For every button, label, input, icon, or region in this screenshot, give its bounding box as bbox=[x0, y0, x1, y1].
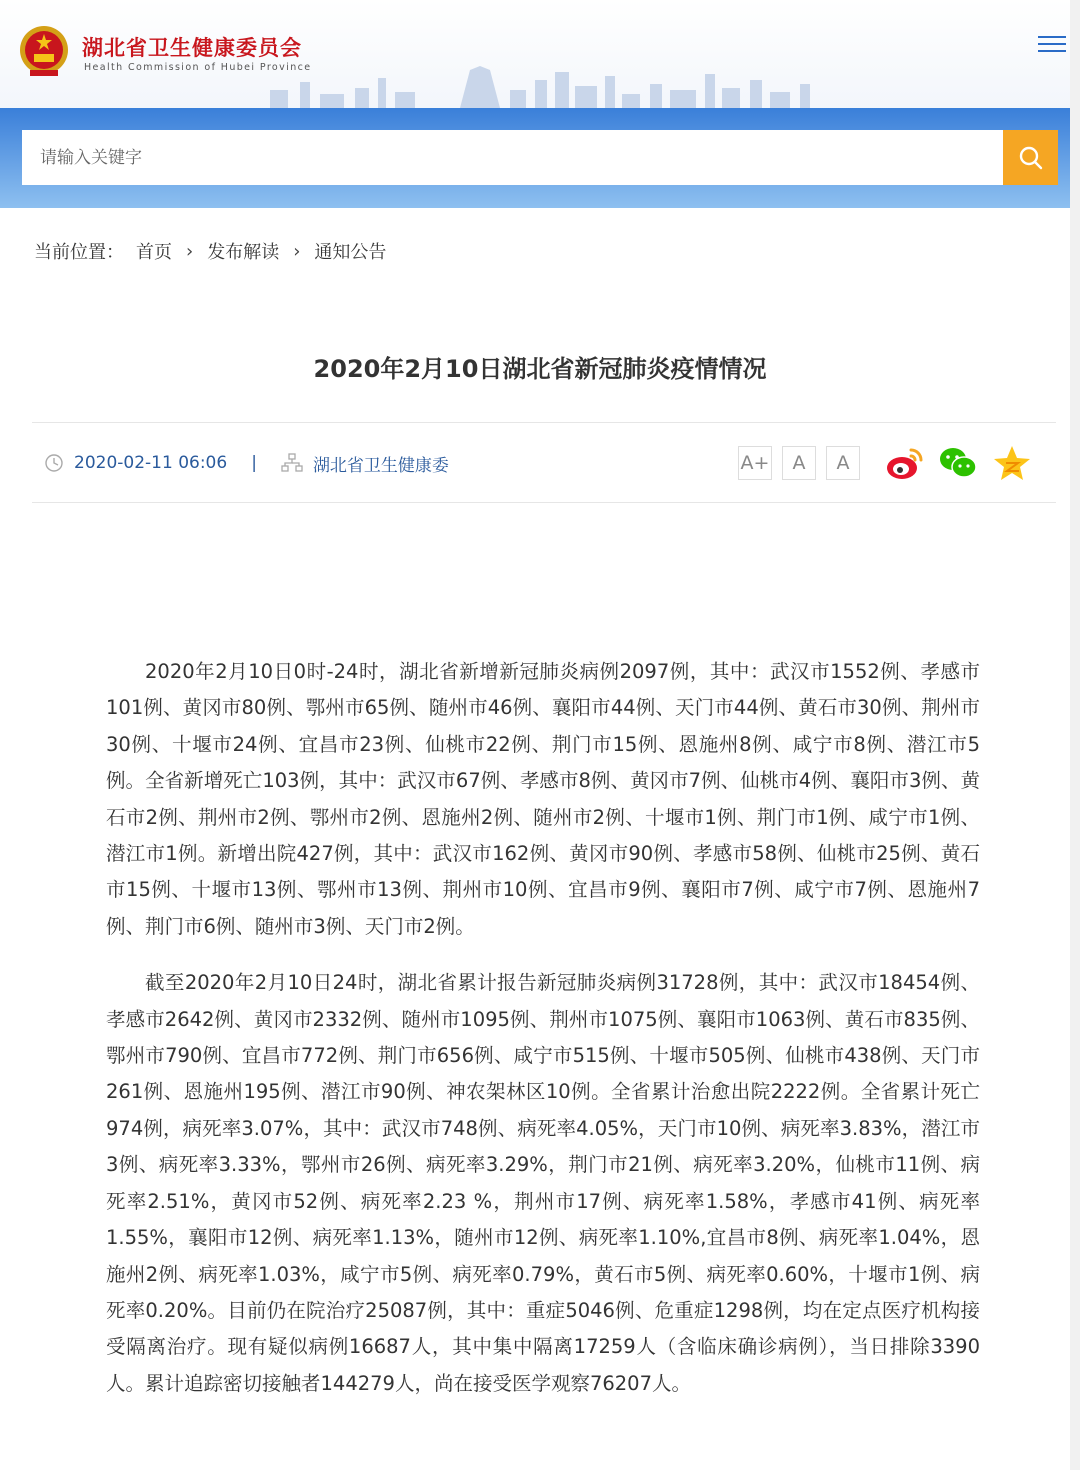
font-size-large-button[interactable]: A+ bbox=[738, 446, 772, 480]
breadcrumb-label: 当前位置： bbox=[34, 242, 124, 263]
article-paragraph: 截至2020年2月10日24时，湖北省累计报告新冠肺炎病例31728例，其中：武汉市18454例、孝感市2642例、黄冈市2332例、随州市1095例、荆州市1075例、襄阳市1063例、黄石市835例、鄂州市790例、宜昌市772例、荆门市656例、咸宁市515例、十堰市505例、仙桃市438例、天门市261例、恩施州195例、潜江市90例、神农架林区10例。全省累计治愈出院2222例。全省累计死亡974例，病死率3.07%，其中：武汉市748例、病死率4.05%，天门市10例、病死率3.83%，潜江市3例、病死率3.33%，鄂州市26例、病死率3.29%，荆门市21例、病死率3.20%，仙桃市11例、病死率2.51%，黄冈市52例、病死率2.23 %，荆州市17例、病死率1.58%，孝感市41例、病死率1.55%，襄阳市12例、病死率1.13%，随州市12例、病死率1.10%,宜昌市8例、病死率1.04%，恩施州2例、病死率1.03%，咸宁市5例、病死率0.79%，黄石市5例、病死率0.60%，十堰市1例、病死率0.20%。目前仍在院治疗25087例，其中：重症5046例、危重症1298例，均在定点医疗机构接受隔离治疗。现有疑似病例16687人，其中集中隔离17259人（含临床确诊病例），当日排除3390人。累计追踪密切接触者144279人，尚在接受医学观察76207人。 bbox=[106, 971, 980, 1395]
breadcrumb-release[interactable]: 发布解读 bbox=[207, 242, 280, 263]
meta-separator: | bbox=[251, 453, 257, 473]
site-header bbox=[0, 0, 1080, 108]
font-size-small-button[interactable]: A bbox=[826, 446, 860, 480]
search-icon bbox=[1018, 145, 1044, 171]
national-emblem-icon bbox=[18, 24, 70, 80]
article-source: 湖北省卫生健康委 bbox=[312, 455, 449, 476]
weibo-icon[interactable] bbox=[884, 444, 924, 482]
article-paragraph: 2020年2月10日0时-24时，湖北省新增新冠肺炎病例2097例，其中：武汉市1552例、孝感市101例、黄冈市80例、鄂州市65例、随州市46例、襄阳市44例、天门市44例、黄石市30例、荆州市30例、十堰市24例、宜昌市23例、仙桃市22例、荆门市15例、恩施州8例、咸宁市8例、潜江市5例。全省新增死亡103例，其中：武汉市67例、孝感市8例、黄冈市7例、仙桃市4例、襄阳市3例、黄石市2例、荆州市2例、鄂州市2例、恩施州2例、随州市2例、十堰市1例、荆门市1例、咸宁市1例、潜江市1例。新增出院427例，其中：武汉市162例、黄冈市90例、孝感市58例、仙桃市25例、黄石市15例、十堰市13例、鄂州市13例、荆州市10例、宜昌市9例、襄阳市7例、咸宁市7例、恩施州7例、荆门市6例、随州市3例、天门市2例。 bbox=[106, 660, 980, 938]
article-body bbox=[106, 654, 980, 1402]
wechat-icon[interactable] bbox=[938, 444, 978, 482]
scrollbar[interactable] bbox=[1070, 0, 1080, 1470]
search-button[interactable] bbox=[1003, 130, 1058, 185]
hamburger-menu-icon[interactable] bbox=[1038, 36, 1066, 60]
breadcrumb-separator: › bbox=[186, 240, 194, 262]
font-size-medium-button[interactable]: A bbox=[782, 446, 816, 480]
breadcrumb bbox=[34, 238, 386, 264]
article-title: 2020年2月10日湖北省新冠肺炎疫情情况 bbox=[313, 355, 767, 383]
breadcrumb-separator: › bbox=[293, 240, 301, 262]
article-meta bbox=[44, 448, 449, 478]
org-structure-icon bbox=[281, 453, 303, 473]
city-skyline-decoration bbox=[260, 60, 860, 108]
search-band bbox=[0, 108, 1080, 208]
site-title[interactable]: 湖北省卫生健康委员会 bbox=[82, 36, 302, 60]
clock-icon bbox=[44, 453, 64, 473]
breadcrumb-notice[interactable]: 通知公告 bbox=[314, 242, 387, 263]
site-subtitle: Health Commission of Hubei Province bbox=[84, 62, 312, 73]
divider bbox=[32, 502, 1056, 503]
qzone-icon[interactable] bbox=[992, 444, 1032, 482]
breadcrumb-home[interactable]: 首页 bbox=[136, 242, 172, 263]
divider bbox=[32, 422, 1056, 423]
publish-date: 2020-02-11 06:06 bbox=[74, 453, 228, 473]
search-input[interactable] bbox=[22, 130, 1004, 185]
